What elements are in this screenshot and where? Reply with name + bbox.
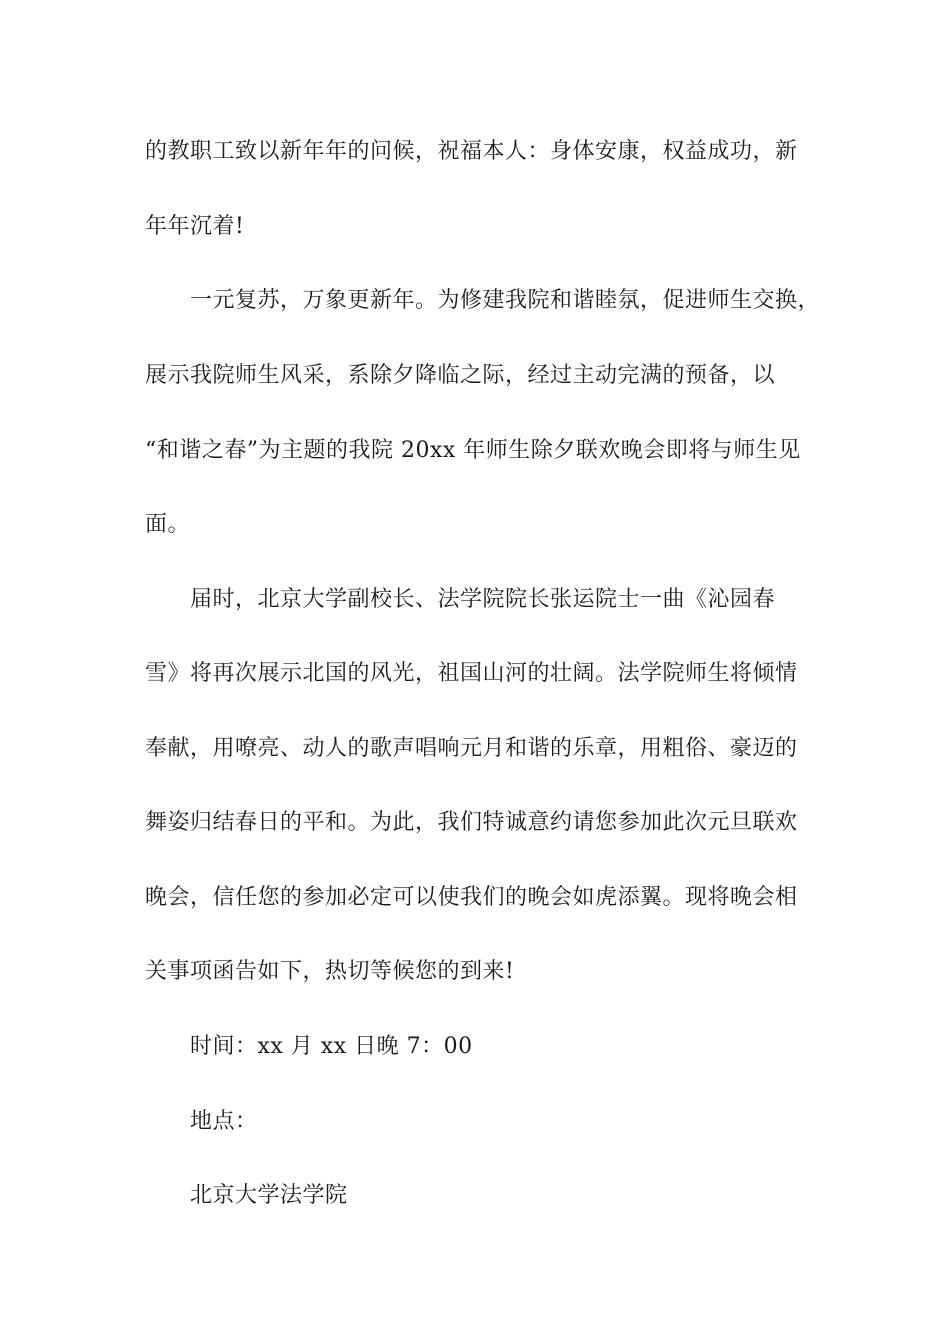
paragraph-line: 的教职工致以新年年的问候，祝福本人：身体安康，权益成功，新 [145,139,798,164]
event-location-label: 地点： [190,1109,258,1134]
paragraph-line: 届时，北京大学副校长、法学院院长张运院士一曲《沁园春 [190,587,776,612]
paragraph-line: “和谐之春”为主题的我院 20xx 年师生除夕联欢晚会即将与师生见 [145,438,801,463]
event-location: 北京大学法学院 [190,1183,348,1208]
paragraph-line: 面。 [145,512,191,537]
paragraph-line: 年年沉着! [145,214,245,239]
paragraph-line: 晚会，信任您的参加必定可以使我们的晚会如虎添翼。现将晚会相 [145,885,798,910]
paragraph-line: 一元复苏，万象更新年。为修建我院和谐睦氛，促进师生交换， [190,288,821,313]
paragraph-line: 关事项函告如下，热切等候您的到来! [145,959,515,984]
paragraph-line: 雪》将再次展示北国的风光，祖国山河的壮阔。法学院师生将倾情 [145,661,798,686]
paragraph-line: 展示我院师生风采，系除夕降临之际，经过主动完满的预备，以 [145,363,776,388]
event-time: 时间：xx 月 xx 日晚 7：00 [190,1034,473,1059]
paragraph-line: 奉献，用嘹亮、动人的歌声唱响元月和谐的乐章，用粗俗、豪迈的 [145,736,798,761]
paragraph-line: 舞姿归结春日的平和。为此，我们特诚意约请您参加此次元旦联欢 [145,810,798,835]
